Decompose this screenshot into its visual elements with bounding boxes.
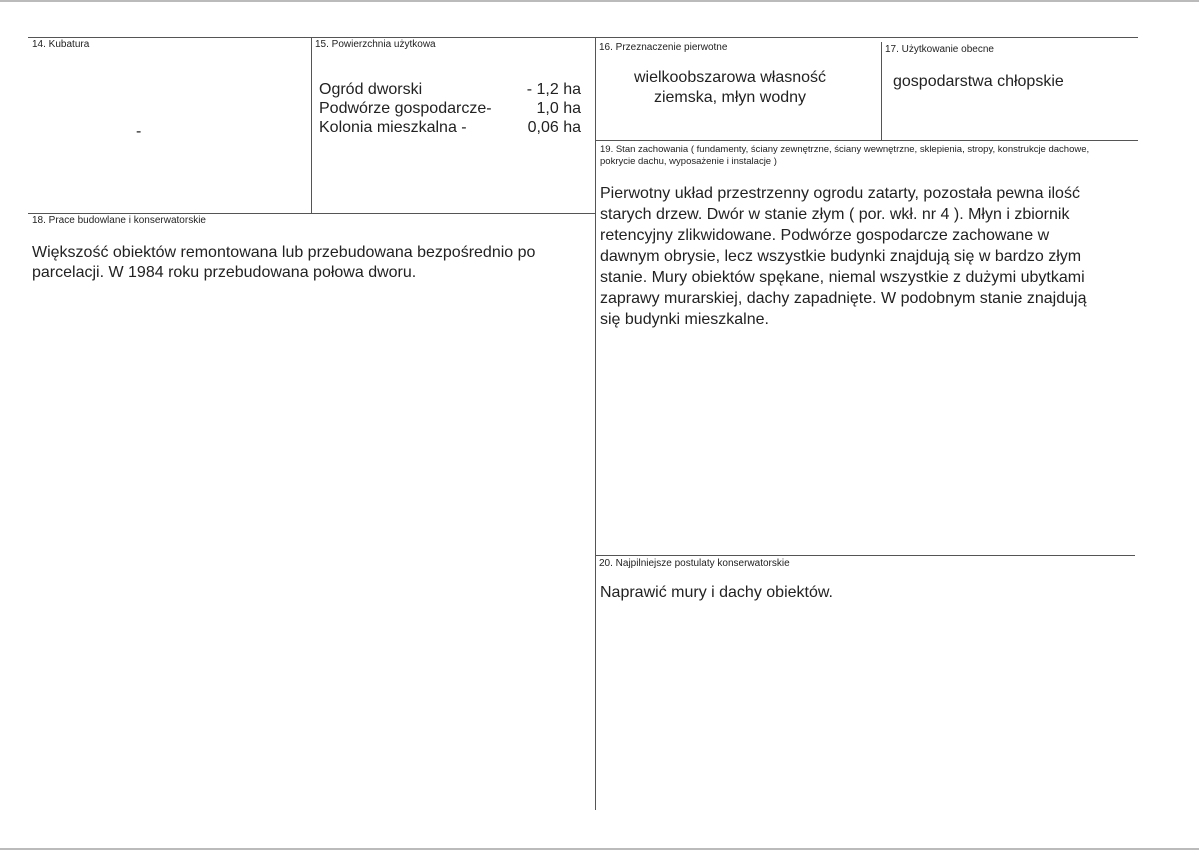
field-15-label: 15. Powierzchnia użytkowa [315, 39, 436, 50]
field-17-value: gospodarstwa chłopskie [893, 73, 1064, 90]
field-18-value: Większość obiektów remontowana lub przebudowana bezpośrednio po parcelacji. W 1984 roku przebudowana połowa dworu. [32, 244, 536, 281]
field-20-label: 20. Najpilniejsze postulaty konserwatorskie [599, 558, 790, 569]
field-19-label: 19. Stan zachowania ( fundamenty, ściany zewnętrzne, ściany wewnętrzne, sklepienia, stropy, konstrukcje dachowe, pokrycie dachu, wyposażenie i instalacje ) [600, 144, 1090, 167]
field-17-label: 17. Użytkowanie obecne [885, 44, 994, 55]
divider [595, 140, 1138, 141]
field-20-value: Naprawić mury i dachy obiektów. [600, 584, 833, 601]
area-name: Kolonia mieszkalna - [319, 119, 467, 136]
area-name: Ogród dworski [319, 81, 423, 98]
divider [595, 555, 1135, 556]
divider [28, 213, 595, 214]
area-value: - 1,2 ha [526, 81, 581, 98]
field-16-label: 16. Przeznaczenie pierwotne [599, 42, 728, 53]
area-value: 0,06 ha [527, 119, 581, 136]
divider [28, 37, 1138, 38]
field-16-line2: ziemska, młyn wodny [653, 89, 807, 106]
area-name: Podwórze gospodarcze- [319, 100, 492, 117]
divider [595, 37, 596, 810]
field-19-value: Pierwotny układ przestrzenny ogrodu zatarty, pozostała pewna ilość starych drzew. Dwór w stanie złym ( por. wkł. nr 4 ). Młyn i zbiornik retencyjny zlikwidowane. Podwórze gospodarcze zachowane w dawnym obrysie, lecz wszystkie budynki znajdują się w bardzo złym stanie. Mury obiektów spękane, niemal wszystkie z dużymi ubytkami zaprawy murarskiej, dachy zapadnięte. W podobnym stanie znajdują się budynki mieszkalne. [600, 185, 1087, 328]
area-value: 1,0 ha [536, 100, 581, 117]
divider [311, 37, 312, 213]
field-14-label: 14. Kubatura [32, 39, 90, 50]
divider [881, 42, 882, 140]
scan-edge-top [0, 0, 1199, 2]
field-14-value: - [136, 123, 142, 140]
field-16-line1: wielkoobszarowa własność [633, 69, 827, 86]
field-18-label: 18. Prace budowlane i konserwatorskie [32, 215, 206, 226]
